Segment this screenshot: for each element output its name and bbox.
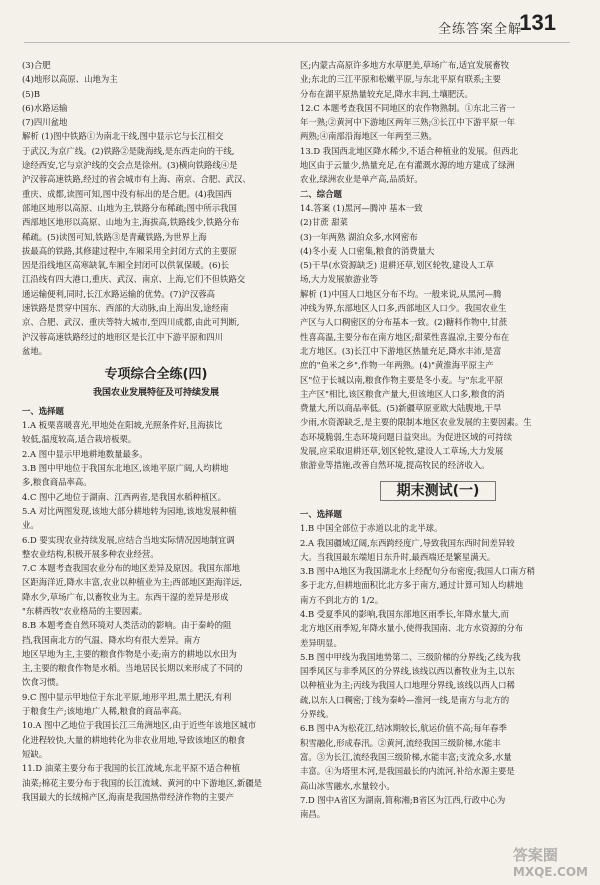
answer-line: 产区与人口稠密区的分布基本一致。(2)糖料作物中,甘蔗 xyxy=(300,317,508,328)
answer-line: 8.B 本题考查自然环境对人类活动的影响。由于秦岭的阻 xyxy=(22,620,232,631)
answer-line: 发展,应采取退耕还草,划区轮牧,建设人工草场,大力发展 xyxy=(300,446,504,457)
answer-line: 1.B 中国全部位于赤道以北的北半球。 xyxy=(300,523,443,534)
analysis-line: 部地区地形以高原、山地为主,铁路分布稀疏;图中所示我国 xyxy=(22,202,237,213)
answer-line: (5)干旱(水资源缺乏) 退耕还草,划区轮牧,建设人工草 xyxy=(300,260,494,271)
answer-list-continued xyxy=(300,58,576,187)
analysis-line: 重庆、成都,读图可知,图中没有标出的是合肥。(4)我国西 xyxy=(22,188,232,199)
answer-line: 北方地区雨季短,年降水量小,使得我国南、北方水资源的分布 xyxy=(300,623,524,634)
answer-line: 12.C 本题考查我国不同地区的农作物熟制。①东北三省一 xyxy=(300,102,516,113)
answer-line: 5.B 图中甲线为我国地势第二、三级阶梯的分界线;乙线为我 xyxy=(300,651,521,662)
answer-line: 年一熟;②黄河中下游地区两年三熟;③长江中下游平原一年 xyxy=(300,117,516,128)
answer-line: (7)四川盆地 xyxy=(22,117,68,128)
analysis-line: 江沿线有四大港口,重庆、武汉、南京、上海,它们不但铁路交 xyxy=(22,274,246,285)
exam-choice-heading: 一、选择题 xyxy=(300,508,342,519)
answer-line: 区距海洋近,降水丰富,农业以种植业为主;西部地区距海洋远, xyxy=(22,577,243,588)
answer-line: 7.C 本题考查我国农业分布的地区差异及原因。我国东部地 xyxy=(22,563,241,574)
answer-line: (3)合肥 xyxy=(22,60,51,70)
answer-line: 积雪融化,形成春汛。②黄河,流经我国三级阶梯,水能丰 xyxy=(300,737,501,748)
comprehensive-heading: 二、综合题 xyxy=(300,188,342,199)
answer-line: (2)甘蔗 甜菜 xyxy=(300,217,349,228)
answer-line: 4.C 图中乙地位于湖南、江西两省,是我国水稻种植区。 xyxy=(22,491,226,502)
analysis-line: 于武汉,为京广线。(2)铁路②是陇海线,是东西走向的干线, xyxy=(22,145,235,156)
answer-line: 分布在湖平原热量较充足,降水丰润,土壤肥沃。 xyxy=(300,88,473,99)
answer-line: (6)水路运输 xyxy=(22,102,68,113)
answer-line: 大。当我国最东端旭日东升时,最西端还是繁星满天。 xyxy=(300,551,496,562)
answer-line: 降水少,草场广布,以畜牧业为主。东西干湿的差异是形成 xyxy=(22,591,229,602)
answer-line: 业。 xyxy=(22,520,39,531)
answer-line: 我国最大的长绒棉产区,海南是我国热带经济作物的主要产 xyxy=(22,791,235,802)
answer-line: 场,大力发展旅游业等 xyxy=(300,274,379,285)
answer-line: 区"位于长城以南,粮食作物主要是冬小麦。与"东北平原 xyxy=(300,374,503,385)
analysis-line: 盆地。 xyxy=(22,345,48,356)
answer-line: 庶的"鱼米之乡",作物一年两熟。(4)"黄淮海平原主产 xyxy=(300,360,494,371)
answer-line: 地区早地为主,主要的粮食作物是小麦;南方的耕地以水田为 xyxy=(22,648,237,659)
answer-line: 少雨,水资源缺乏,是主要的限制本地区农业发展的主要因素。生 xyxy=(300,417,532,428)
answer-line: 高山冰雪融水,水量较小。 xyxy=(300,780,395,791)
answer-line: 性喜高温,主要分布在南方地区;甜菜性喜温凉,主要分布在 xyxy=(300,331,510,342)
answer-line: 化进程较快,大量的耕地转化为非农业用地,导致该地区的粮食 xyxy=(22,734,246,745)
answer-line: 旅游业等措施,改善自然环境,提高牧民的经济收入。 xyxy=(300,460,490,471)
answer-line: 富。③为长江,流经我国三级阶梯,水能丰富;支流众多,水量 xyxy=(300,751,512,762)
answer-line: 6.D 要实现农业持续发展,应结合当地实际情况因地制宜调 xyxy=(22,534,235,545)
answer-line: 南昌。 xyxy=(300,809,326,820)
answer-line: (5)B xyxy=(22,88,41,99)
answer-line: 13.D 我国西北地区降水稀少,不适合种植业的发展。但西北 xyxy=(300,145,518,156)
answer-line: 态环境脆弱,生态环境问题日益突出。为促进区域的可持续 xyxy=(300,431,513,442)
answer-line: 2.A 我国疆域辽阔,东西跨经度广,导致我国东西时间差异较 xyxy=(300,537,515,548)
answer-line: 11.D 油菜主要分布于我国的长江流域,东北平原不适合种植 xyxy=(22,763,240,774)
answer-list xyxy=(22,418,290,804)
answer-line: 地区由于云量少,热量充足,在有灌溉水源的地方建成了绿洲 xyxy=(300,160,515,171)
answer-line: 丰富。④为塔里木河,是我国最长的内流河,补给水源主要是 xyxy=(300,766,515,777)
choice-heading: 一、选择题 xyxy=(22,405,64,416)
analysis-line: 沪汉蓉高速铁路,经过的省会城市有上海、南京、合肥、武汉、 xyxy=(22,174,251,185)
answer-line: 北方地区。(3)长江中下游地区热量充足,降水丰沛,是富 xyxy=(300,345,502,356)
answer-line: 较低,温度较高,适合栽培板栗。 xyxy=(22,434,137,445)
answer-line: (4)冬小麦 人口密集,粮食的消费量大 xyxy=(300,245,435,256)
answer-line: 10.A 图中乙地位于我国长江三角洲地区,由于近些年该地区城市 xyxy=(22,720,257,731)
answer-line: "东耕西牧"农业格局的主要因素。 xyxy=(22,605,147,616)
answer-line: 于粮食生产;该地地广人稀,粮食的商品率高。 xyxy=(22,706,187,717)
answer-line: 7.D 图中A省区为湖南,简称湘;B省区为江西,行政中心为 xyxy=(300,794,506,805)
analysis-line: 速铁路是贯穿中国东、西部的大动脉,由上海出发,途经南 xyxy=(22,303,229,314)
answer-line: 南方不到北方的 1/2。 xyxy=(300,594,384,605)
analysis-line: 西部地区地形以高原、山地为主,海拔高,铁路线少,铁路分布 xyxy=(22,217,240,228)
page-header xyxy=(0,0,600,48)
watermark-logo: 答案圈 MXQE.COM xyxy=(512,846,588,879)
answer-list-intro xyxy=(22,58,290,129)
analysis-block xyxy=(22,129,290,358)
analysis-line: 途经西安,它与京沪线的交会点是徐州。(3)横向铁路线④是 xyxy=(22,160,238,171)
answer-line: 整农业结构,积极开展多种农业经营。 xyxy=(22,548,159,559)
exam-answer-list xyxy=(300,521,576,821)
answer-line: 差异明显。 xyxy=(300,637,342,648)
answer-line: 农业,绿洲农业是单产高,品质好。 xyxy=(300,174,423,185)
exam-title-box xyxy=(300,481,576,501)
answer-line: 5.A 对比两图发现,该地大部分耕地转为园地,该地发展种植 xyxy=(22,505,237,516)
answer-line: 主,主要的粮食作物是水稻。当地居民长期以来形成了不同的 xyxy=(22,663,243,674)
analysis-line: 拔最高的铁路,其修建过程中,车厢采用全封闭方式的主要原 xyxy=(22,245,237,256)
answer-line: 1.A 板栗喜暖喜光,甲地处在阳坡,光照条件好,且海拔比 xyxy=(22,420,223,431)
page-number: 131 xyxy=(519,10,556,35)
answer-line: 疏,以东人口稠密;丁线为秦岭—淮河一线,是南方与北方的 xyxy=(300,694,510,705)
analysis-line: 京、合肥、武汉、重庆等特大城市,至四川成都,由此可判断, xyxy=(22,317,240,328)
answer-line: 解析 (1)中国人口地区分布不均。一般来说,从黑河—腾 xyxy=(300,288,502,299)
section-title: 专项综合全练(四) xyxy=(104,367,208,383)
analysis-line: 因是沿线地区高寒缺氧,车厢全封闭可以供氧保暖。(6)长 xyxy=(22,260,230,271)
answer-line: 区;内蒙古高原许多地方水草肥美,草场广布,适宜发展畜牧 xyxy=(300,60,510,70)
analysis-line: 稀疏。(5)读图可知,铁路③是青藏铁路,为世界上海 xyxy=(22,231,207,242)
answer-line: 以种植业为主;丙线为我国人口地理分界线,该线以西人口稀 xyxy=(300,680,515,691)
header-title: 全练答案全解 xyxy=(437,22,522,37)
left-column xyxy=(22,58,290,873)
comprehensive-answers xyxy=(300,201,576,473)
header-rule xyxy=(24,42,570,43)
answer-line: 费量大,所以商品率低。(5)新疆草原亚欧大陆腹地,干旱 xyxy=(300,403,502,414)
answer-line: 短缺。 xyxy=(22,748,48,759)
section-subtitle: 我国农业发展特征及可持续发展 xyxy=(92,387,219,398)
answer-line: 冲线为界,东部地区人口多,西部地区人口少。我国农业生 xyxy=(300,303,507,314)
answer-line: 主产区"相比,该区粮食产量大,但该地区人口多,粮食的消 xyxy=(300,388,505,399)
analysis-line: 沪汉蓉高速铁路经过的地形区是长江中下游平原和四川 xyxy=(22,331,223,342)
answer-line: 两熟;④南部沿海地区一年两至三熟。 xyxy=(300,131,437,142)
answer-line: 油菜;棉花主要分布于我国的长江流域、黄河的中下游地区,新疆是 xyxy=(22,777,262,788)
analysis-line: 通运输便利,同时,长江水路运输的优势。(7)沪汉蓉高 xyxy=(22,288,216,299)
answer-line: 3.B 图中甲地位于我国东北地区,该地平原广阔,人均耕地 xyxy=(22,463,229,474)
answer-line: 分界线。 xyxy=(300,709,334,720)
answer-line: 6.B 图中A为松花江,结冰期较长,航运价值不高;每年春季 xyxy=(300,723,507,734)
answer-line: 多,粮食商品率高。 xyxy=(22,477,92,488)
right-column xyxy=(300,58,576,873)
exam-title: 期末测试(一) xyxy=(380,481,497,501)
answer-line: (4)地形以高原、山地为主 xyxy=(22,74,118,85)
answer-line: 9.C 图中显示甲地位于东北平原,地形平坦,黑土肥沃,有利 xyxy=(22,691,232,702)
answer-line: 国季风区与非季风区的分界线,该线以西以畜牧业为主,以东 xyxy=(300,666,515,677)
answer-line: 饮食习惯。 xyxy=(22,677,64,688)
answer-line: 3.B 图中A地区为我国湖北水上经配句分布密度;我国人口南方稍 xyxy=(300,566,536,577)
answer-line: (3)一年两熟 湖泊众多,水网密布 xyxy=(300,231,418,242)
answer-line: 4.B 受夏季风的影响,我国东部地区雨季长,年降水量大,而 xyxy=(300,608,510,619)
answer-line: 多于北方,但耕地面积比北方多于南方,通过计算可知人均耕地 xyxy=(300,580,524,591)
answer-line: 2.A 图中显示甲地耕地数量最多。 xyxy=(22,448,148,459)
answer-line: 14.答案 (1)黑河—腾冲 基本一致 xyxy=(300,202,423,213)
answer-line: 挡,我国南北方的气温、降水均有很大差异。南方 xyxy=(22,634,201,645)
answer-line: 业;东北的三江平原和松嫩平原,与东北平原有联系;主要 xyxy=(300,74,501,85)
analysis-line: 解析 (1)图中铁路①为南北干线,图中显示它与长江相交 xyxy=(22,131,224,142)
